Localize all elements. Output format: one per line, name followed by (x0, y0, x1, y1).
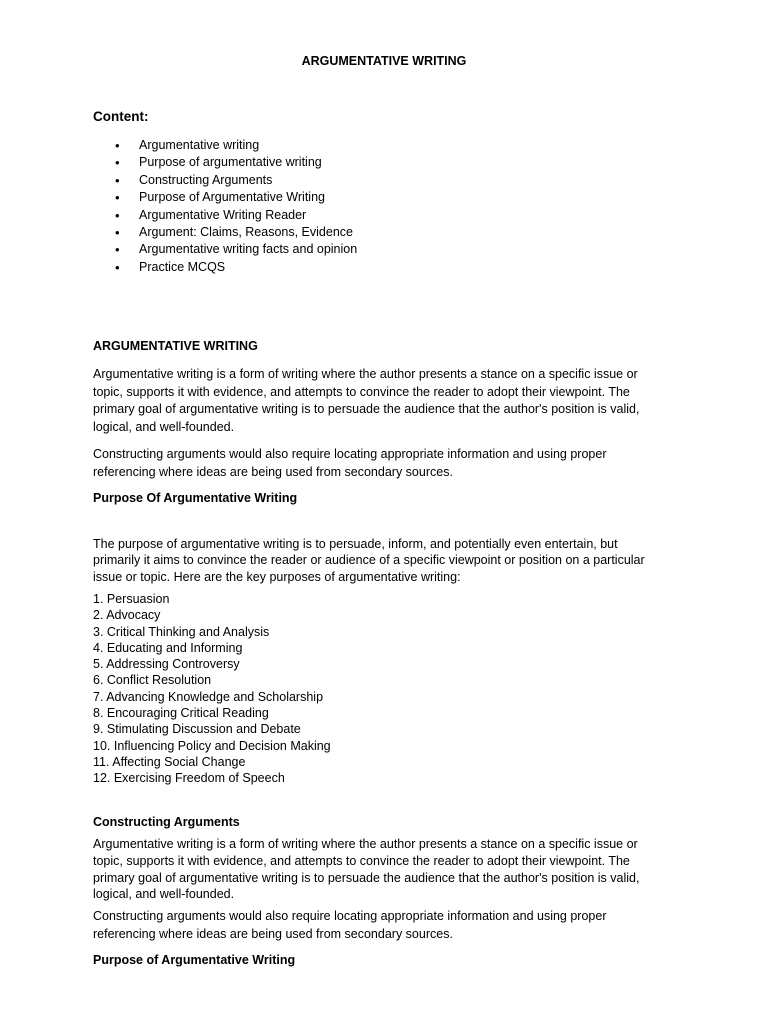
section-heading-constructing-arguments: Constructing Arguments (93, 815, 240, 829)
section-heading-argumentative-writing: ARGUMENTATIVE WRITING (93, 339, 258, 353)
paragraph-definition-repeat (93, 836, 693, 903)
list-item: 9. Stimulating Discussion and Debate (93, 722, 301, 737)
paragraph-definition (93, 366, 693, 436)
list-item: • Purpose of argumentative writing (115, 155, 322, 171)
list-item: • Constructing Arguments (115, 172, 273, 188)
list-item: 12. Exercising Freedom of Speech (93, 771, 285, 786)
bullet-icon: • (115, 138, 120, 153)
list-item: • Argumentative writing (115, 138, 260, 153)
paragraph-line: topic, supports it with evidence, and attempts to convince the reader to adopt their viewpoint. The (93, 853, 630, 868)
paragraph-line: logical, and well-founded. (93, 887, 235, 902)
paragraph-line: Constructing arguments would also require locating appropriate information and using proper (93, 447, 607, 461)
bullet-icon: • (115, 190, 120, 206)
list-item: • Argument: Claims, Reasons, Evidence (115, 224, 353, 240)
bullet-icon: • (115, 172, 120, 188)
paragraph-line: topic, supports it with evidence, and attempts to convince the reader to adopt their viewpoint. The (93, 384, 630, 399)
section-heading-purpose-2: Purpose of Argumentative Writing (93, 953, 296, 967)
list-item: • Argumentative Writing Reader (115, 207, 307, 223)
section-heading-purpose: Purpose Of Argumentative Writing (93, 491, 298, 505)
paragraph-line: Argumentative writing is a form of writing where the author presents a stance on a specific issue or (93, 837, 638, 851)
paragraph-referencing-repeat (93, 908, 693, 943)
table-of-contents (93, 137, 357, 276)
paragraph-line: Argumentative writing is a form of writing where the author presents a stance on a specific issue or (93, 367, 638, 381)
paragraph-referencing (93, 446, 693, 481)
list-item: 11. Affecting Social Change (93, 754, 246, 769)
list-item: 3. Critical Thinking and Analysis (93, 624, 270, 639)
list-item: • Argumentative writing facts and opinion (115, 242, 358, 258)
list-item: 2. Advocacy (93, 608, 161, 623)
paragraph-line: logical, and well-founded. (93, 419, 235, 434)
paragraph-line: primarily it aims to convince the reader or audience of a specific viewpoint or position on a particular (93, 553, 645, 568)
paragraph-line: primary goal of argumentative writing is to persuade the audience that the author's position is valid, (93, 402, 640, 416)
paragraph-line: The purpose of argumentative writing is to persuade, inform, and potentially even entertain, but (93, 537, 618, 551)
paragraph-line: primary goal of argumentative writing is to persuade the audience that the author's position is valid, (93, 870, 640, 885)
bullet-icon: • (115, 242, 120, 258)
paragraph-line: issue or topic. Here are the key purposes of argumentative writing: (93, 569, 461, 584)
list-item: 1. Persuasion (93, 592, 170, 606)
bullet-icon: • (115, 224, 120, 240)
paragraph-line: referencing where ideas are being used from secondary sources. (93, 464, 453, 479)
document-title: ARGUMENTATIVE WRITING (301, 54, 467, 68)
list-item: 4. Educating and Informing (93, 640, 243, 655)
list-item: • Purpose of Argumentative Writing (115, 190, 325, 206)
paragraph-line: Constructing arguments would also require locating appropriate information and using proper (93, 909, 607, 923)
list-item: 7. Advancing Knowledge and Scholarship (93, 689, 324, 704)
purposes-list (93, 591, 331, 787)
list-item: 6. Conflict Resolution (93, 673, 212, 688)
bullet-icon: • (115, 259, 120, 275)
paragraph-line: referencing where ideas are being used from secondary sources. (93, 926, 453, 941)
bullet-icon: • (115, 155, 120, 171)
list-item: • Practice MCQS (115, 259, 226, 275)
list-item: 8. Encouraging Critical Reading (93, 706, 269, 721)
content-label: Content: (93, 109, 149, 124)
list-item: 10. Influencing Policy and Decision Making (93, 738, 331, 753)
bullet-icon: • (115, 207, 120, 223)
list-item: 5. Addressing Controversy (93, 657, 240, 672)
paragraph-purpose (93, 536, 693, 585)
